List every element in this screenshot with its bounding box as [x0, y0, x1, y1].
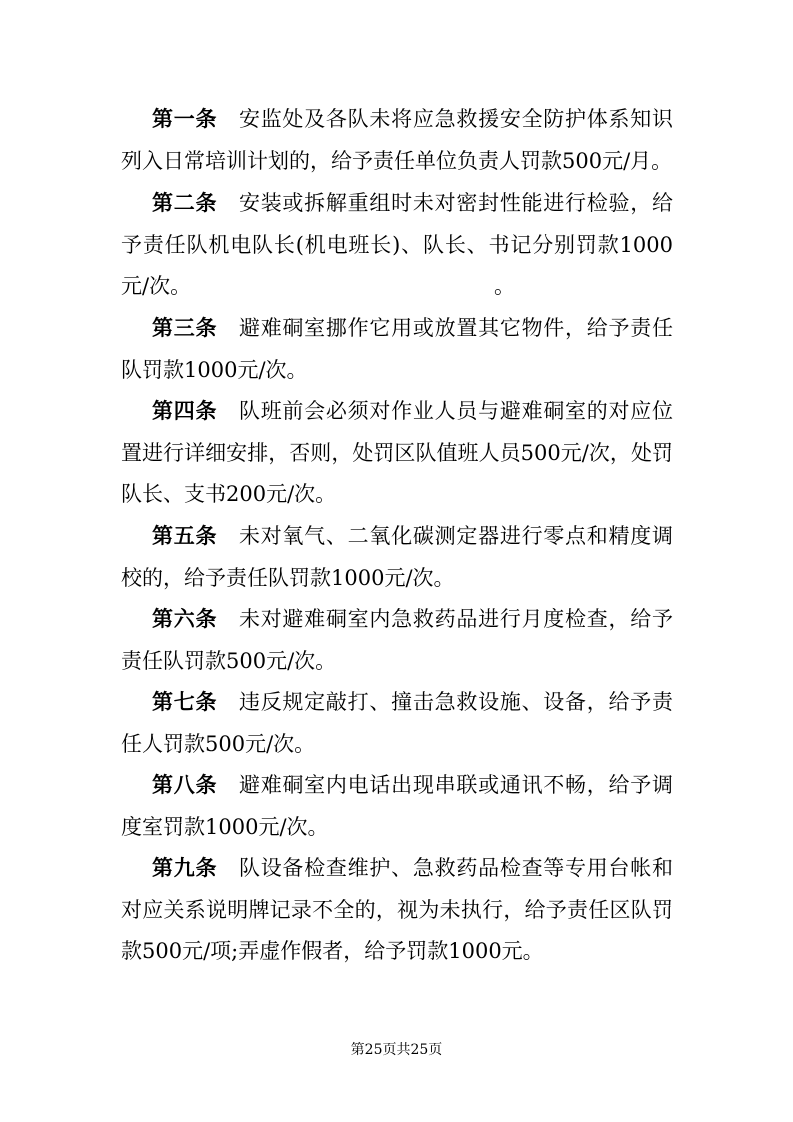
article-7-title: 第七条 — [152, 690, 218, 714]
article-8-text: 避难硐室内电话出现串联或通讯不畅，给予调度室罚款1000元/次。 — [121, 773, 673, 839]
article-6 — [121, 599, 673, 682]
article-3-text: 避难硐室挪作它用或放置其它物件，给予责任队罚款1000元/次。 — [121, 316, 673, 382]
stray-punctuation: 。 — [494, 274, 515, 298]
article-5-title: 第五条 — [152, 524, 218, 548]
article-2-title: 第二条 — [152, 191, 218, 215]
article-1-text: 安监处及各队未将应急救援安全防护体系知识列入日常培训计划的，给予责任单位负责人罚款500元/月。 — [121, 107, 673, 173]
article-7 — [121, 682, 673, 765]
article-4-text: 队班前会必须对作业人员与避难硐室的对应位置进行详细安排，否则，处罚区队值班人员500元/次，处罚队长、支书200元/次。 — [121, 399, 673, 506]
page-footer: 第25页共25页 — [350, 1042, 443, 1058]
article-3 — [121, 308, 673, 391]
article-9-title: 第九条 — [152, 856, 218, 880]
article-2 — [121, 183, 673, 308]
article-4 — [121, 391, 673, 516]
article-2-text: 安装或拆解重组时未对密封性能进行检验，给予责任队机电队长(机电班长)、队长、书记分别罚款1000元/次。 — [121, 191, 673, 298]
article-3-title: 第三条 — [152, 316, 218, 340]
article-8 — [121, 765, 673, 848]
article-5-text: 未对氧气、二氧化碳测定器进行零点和精度调校的，给予责任队罚款1000元/次。 — [121, 524, 673, 590]
article-9 — [121, 848, 673, 973]
article-4-title: 第四条 — [152, 399, 218, 423]
article-6-text: 未对避难硐室内急救药品进行月度检查，给予责任队罚款500元/次。 — [121, 607, 673, 673]
article-6-title: 第六条 — [152, 607, 218, 631]
article-9-text: 队设备检查维护、急救药品检查等专用台帐和对应关系说明牌记录不全的，视为未执行，给予责任区队罚款500元/项;弄虚作假者，给予罚款1000元。 — [121, 856, 673, 963]
article-7-text: 违反规定敲打、撞击急救设施、设备，给予责任人罚款500元/次。 — [121, 690, 673, 756]
article-5 — [121, 516, 673, 599]
article-1 — [121, 99, 673, 182]
article-1-title: 第一条 — [152, 107, 218, 131]
article-8-title: 第八条 — [152, 773, 218, 797]
